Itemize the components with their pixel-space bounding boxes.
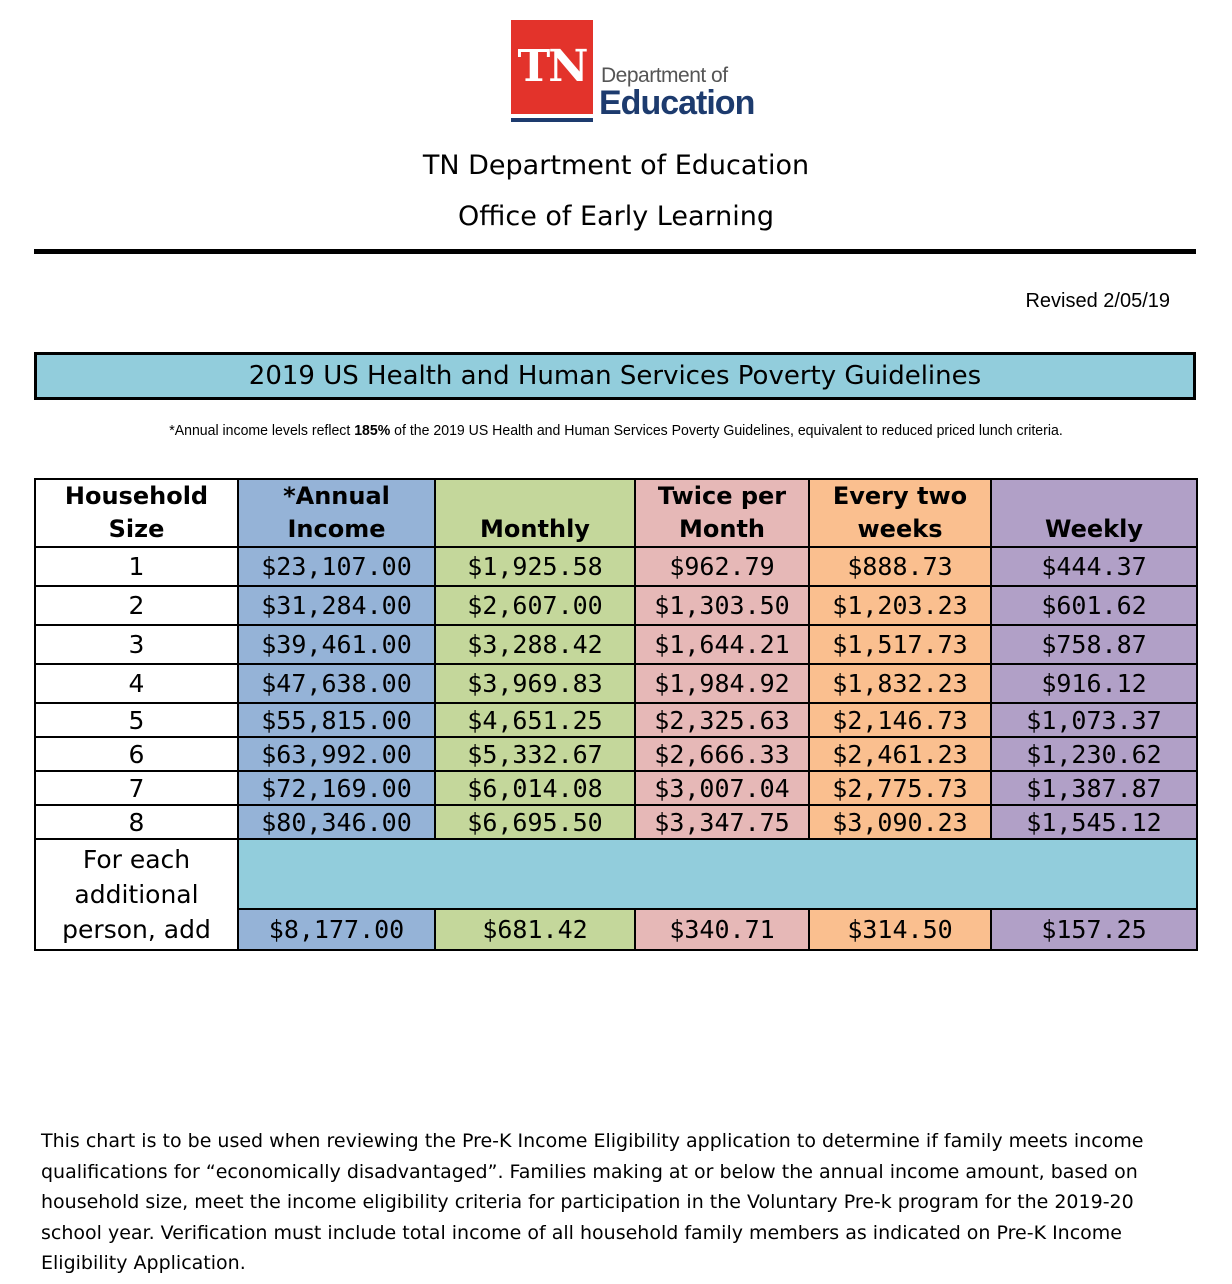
cell-weekly: $601.62: [991, 586, 1197, 625]
header-line: Size: [108, 515, 165, 543]
cell-every-two-weeks: $1,832.23: [809, 664, 991, 703]
header-line: Month: [678, 515, 765, 543]
col-header-household-size: [35, 479, 238, 547]
cell-weekly: $1,387.87: [991, 771, 1197, 805]
header-row: [35, 479, 1197, 547]
table-row: [35, 805, 1197, 839]
table-row: [35, 625, 1197, 664]
header-line: weeks: [857, 515, 943, 543]
cell-monthly: $3,969.83: [435, 664, 635, 703]
logo-education-text: Education: [599, 84, 755, 122]
cell-monthly: $2,607.00: [435, 586, 635, 625]
cell-weekly: $758.87: [991, 625, 1197, 664]
table-row: [35, 703, 1197, 737]
cell-monthly: $3,288.42: [435, 625, 635, 664]
col-header-weekly: [991, 479, 1197, 547]
footnote-text-pre: *Annual income levels reflect: [169, 422, 355, 439]
cell-twice-per-month: $1,644.21: [635, 625, 809, 664]
cell-annual-income: $72,169.00: [238, 771, 435, 805]
income-table: [34, 478, 1198, 951]
guidelines-banner: 2019 US Health and Human Services Poverty Guidelines: [34, 352, 1196, 400]
cell-household-size: 8: [35, 805, 238, 839]
table-row: [35, 737, 1197, 771]
cell-every-two-weeks: $888.73: [809, 547, 991, 586]
cell-household-size: 4: [35, 664, 238, 703]
cell-twice-per-month: $1,303.50: [635, 586, 809, 625]
header-line: Monthly: [480, 515, 590, 543]
label-line: person, add: [62, 915, 211, 944]
col-header-annual-income: [238, 479, 435, 547]
additional-person-label: [35, 839, 238, 950]
header-line: *Annual: [283, 482, 390, 510]
cell-twice-per-month: $962.79: [635, 547, 809, 586]
additional-twice-per-month: $340.71: [635, 909, 809, 950]
table-row: [35, 547, 1197, 586]
cell-twice-per-month: $2,325.63: [635, 703, 809, 737]
header-line: Every two: [832, 482, 968, 510]
cell-household-size: 2: [35, 586, 238, 625]
cell-monthly: $6,014.08: [435, 771, 635, 805]
cell-every-two-weeks: $2,775.73: [809, 771, 991, 805]
additional-monthly: $681.42: [435, 909, 635, 950]
label-line: additional: [74, 880, 199, 909]
footnote-percent: 185%: [354, 422, 391, 439]
additional-annual: $8,177.00: [238, 909, 435, 950]
table-row: [35, 586, 1197, 625]
table-row: [35, 771, 1197, 805]
cell-twice-per-month: $3,347.75: [635, 805, 809, 839]
cell-every-two-weeks: $1,203.23: [809, 586, 991, 625]
col-header-twice-per-month: [635, 479, 809, 547]
table-row: [35, 664, 1197, 703]
additional-weekly: $157.25: [991, 909, 1197, 950]
cell-every-two-weeks: $2,461.23: [809, 737, 991, 771]
header-line: Household: [64, 482, 209, 510]
cell-household-size: 6: [35, 737, 238, 771]
logo-department-text: Department of: [601, 64, 728, 87]
cell-weekly: $444.37: [991, 547, 1197, 586]
footnote-text-post: of the 2019 US Health and Human Services Poverty Guidelines, equivalent to reduced priced lunch criteria.: [390, 422, 1063, 439]
cell-every-two-weeks: $3,090.23: [809, 805, 991, 839]
cell-household-size: 5: [35, 703, 238, 737]
additional-row-spacer: [35, 839, 1197, 909]
cell-weekly: $916.12: [991, 664, 1197, 703]
header-line: Weekly: [1044, 515, 1143, 543]
cell-annual-income: $47,638.00: [238, 664, 435, 703]
col-header-monthly: [435, 479, 635, 547]
footnote: [37, 422, 1195, 439]
label-line: For each: [82, 845, 191, 874]
tn-doe-logo: [511, 20, 755, 122]
cell-household-size: 3: [35, 625, 238, 664]
additional-spacer-cell: [238, 839, 1197, 909]
office-title: Office of Early Learning: [458, 201, 774, 232]
cell-annual-income: $55,815.00: [238, 703, 435, 737]
cell-weekly: $1,073.37: [991, 703, 1197, 737]
revised-date: Revised 2/05/19: [1025, 290, 1170, 312]
col-header-every-two-weeks: [809, 479, 991, 547]
cell-household-size: 7: [35, 771, 238, 805]
cell-household-size: 1: [35, 547, 238, 586]
org-title: TN Department of Education: [422, 150, 810, 181]
cell-twice-per-month: $3,007.04: [635, 771, 809, 805]
usage-paragraph: This chart is to be used when reviewing the Pre-K Income Eligibility application to determine if family meets income qualifications for “economically disadvantaged”. Families making at or below the annual income amount, based on household size, meet the income eligibility criteria for participation in the Voluntary Pre-k program for the 2019-20 school year. Verification must include total income of all household family members as indicated on Pre-K Income Eligibility Application.: [41, 1130, 1144, 1274]
cell-annual-income: $80,346.00: [238, 805, 435, 839]
cell-monthly: $6,695.50: [435, 805, 635, 839]
cell-annual-income: $63,992.00: [238, 737, 435, 771]
header-divider: [34, 249, 1196, 254]
header-line: Income: [287, 515, 386, 543]
cell-every-two-weeks: $1,517.73: [809, 625, 991, 664]
additional-every-two-weeks: $314.50: [809, 909, 991, 950]
cell-annual-income: $39,461.00: [238, 625, 435, 664]
cell-monthly: $5,332.67: [435, 737, 635, 771]
cell-monthly: $4,651.25: [435, 703, 635, 737]
header-line: Twice per: [657, 482, 787, 510]
cell-weekly: $1,230.62: [991, 737, 1197, 771]
cell-every-two-weeks: $2,146.73: [809, 703, 991, 737]
cell-twice-per-month: $2,666.33: [635, 737, 809, 771]
cell-weekly: $1,545.12: [991, 805, 1197, 839]
logo-underline: [511, 118, 593, 122]
cell-annual-income: $31,284.00: [238, 586, 435, 625]
logo-mark: TN: [511, 20, 593, 114]
cell-monthly: $1,925.58: [435, 547, 635, 586]
cell-twice-per-month: $1,984.92: [635, 664, 809, 703]
cell-annual-income: $23,107.00: [238, 547, 435, 586]
